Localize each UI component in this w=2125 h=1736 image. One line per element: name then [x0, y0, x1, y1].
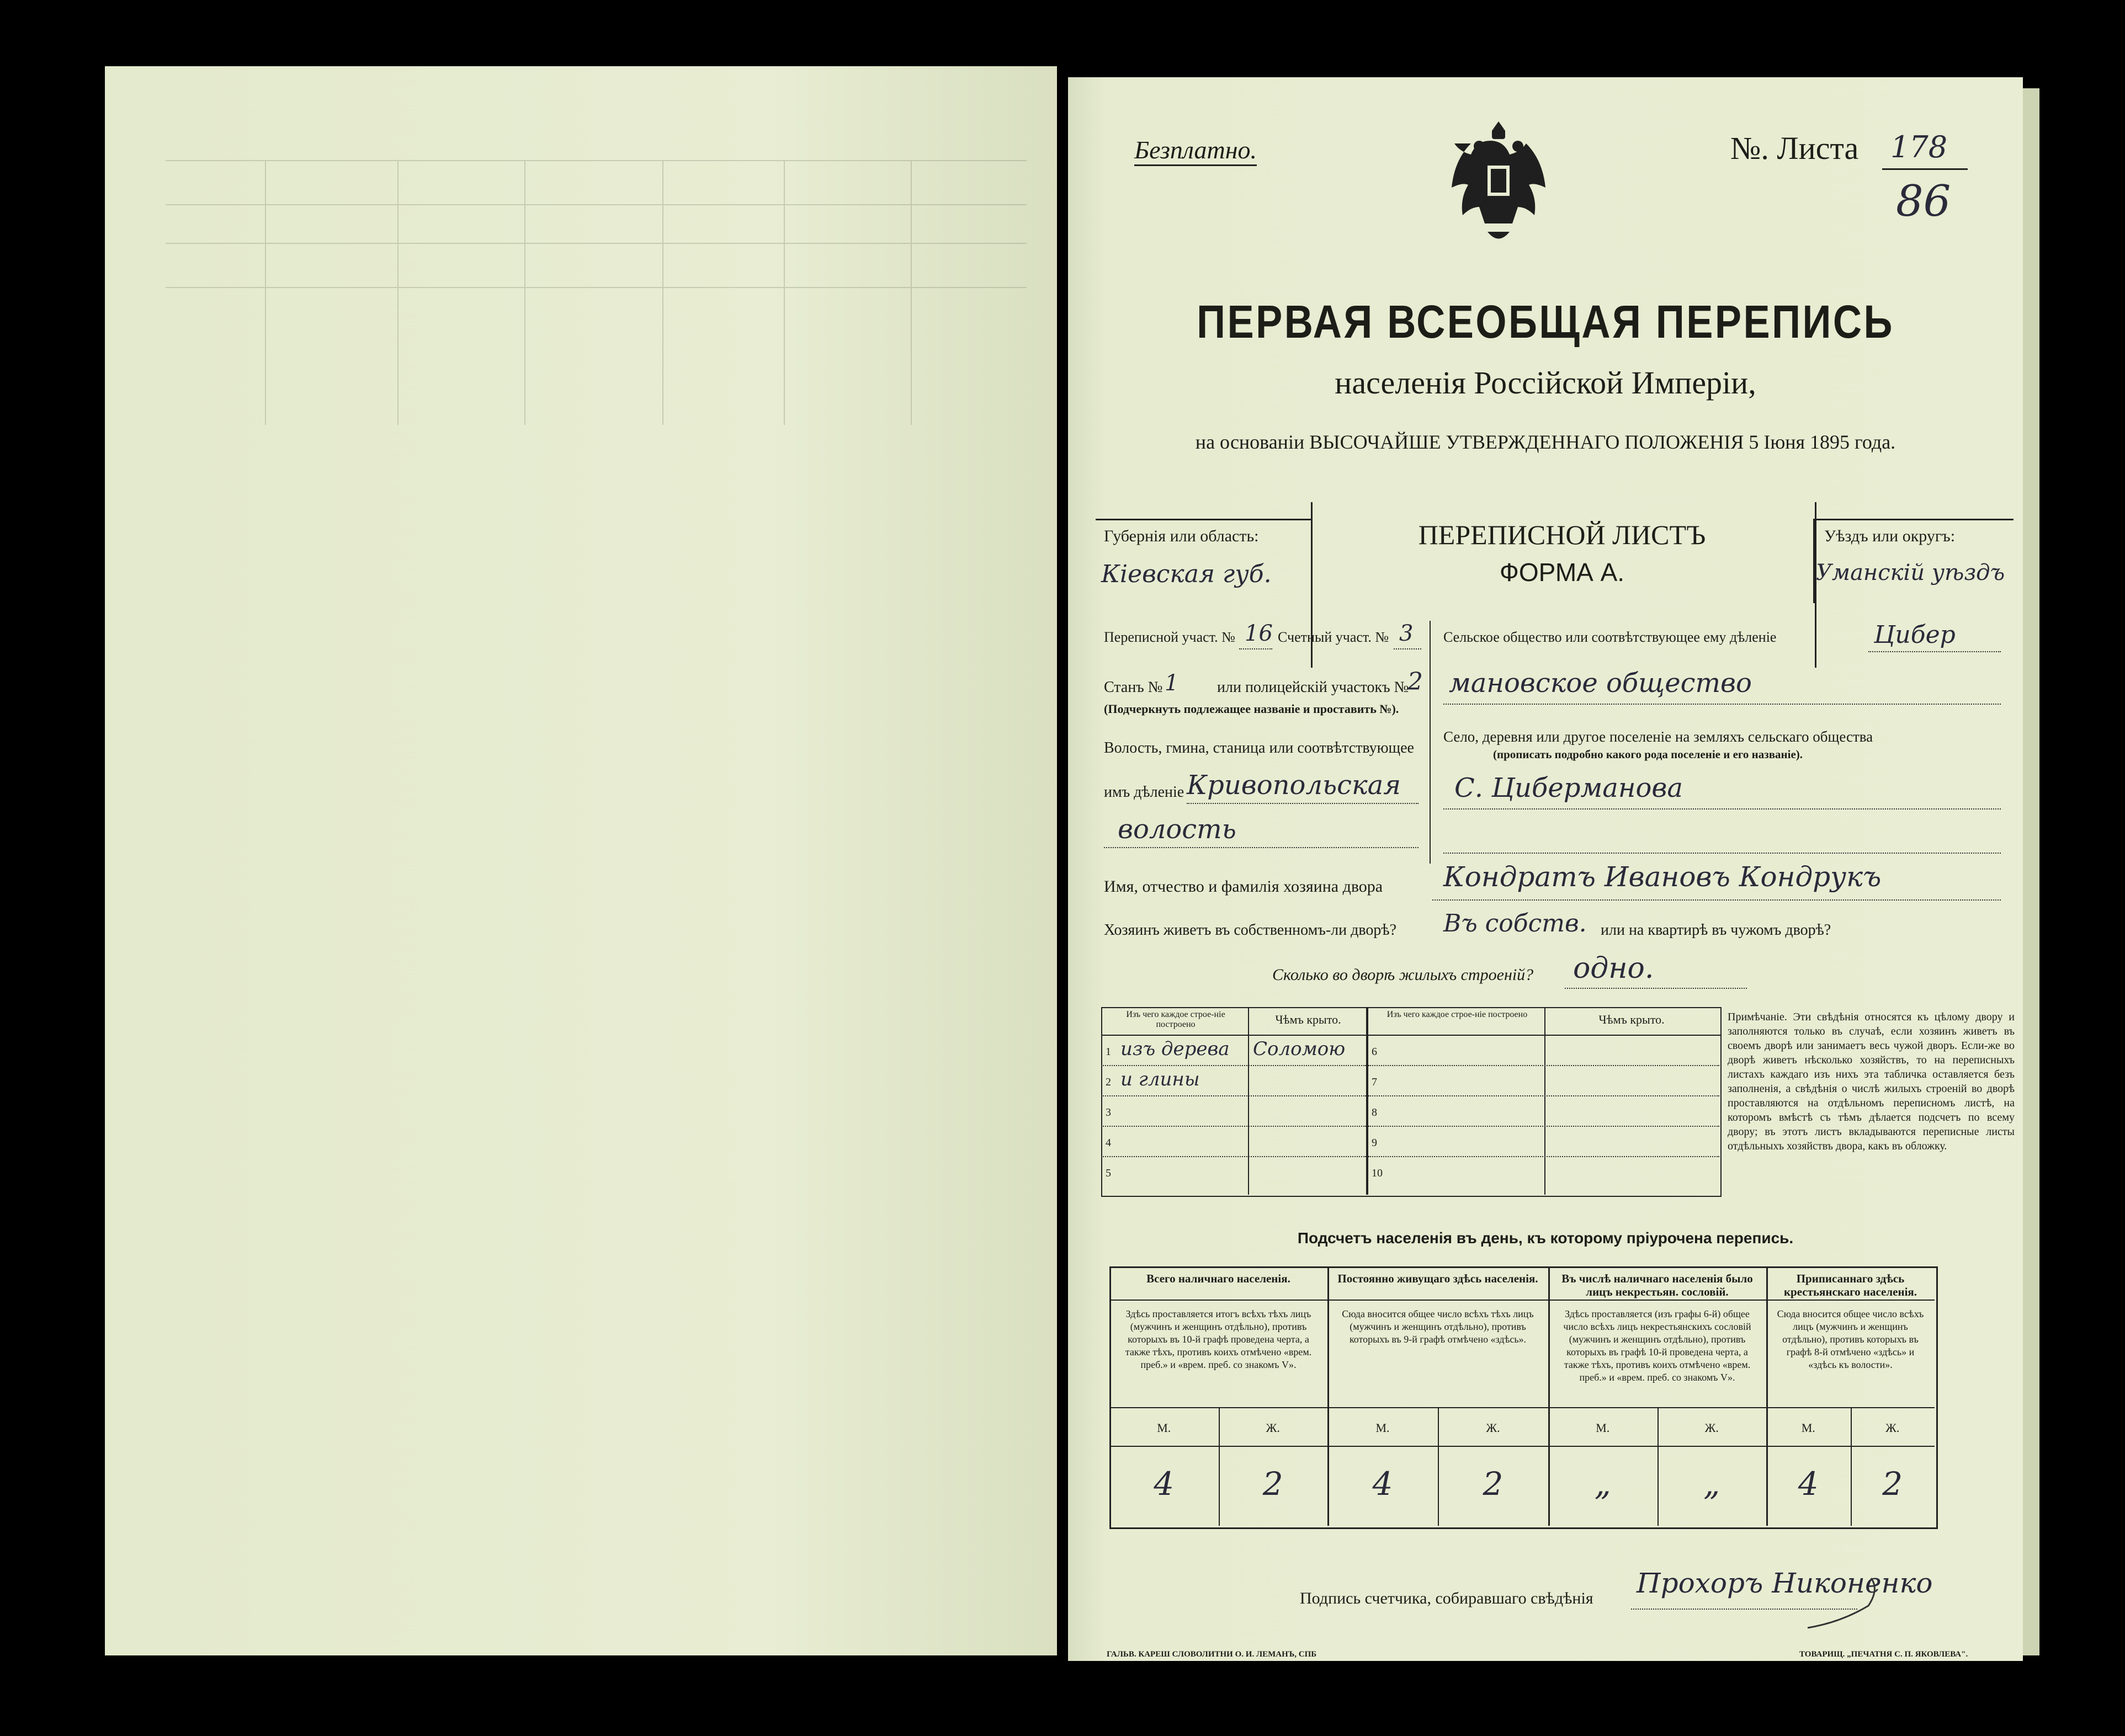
count-m-value: 4: [1798, 1465, 1819, 1503]
column-divider: [1430, 621, 1431, 864]
bt-row-line: [1101, 1065, 1366, 1066]
bt-row-number: 5: [1106, 1167, 1111, 1179]
buildings-note: Примѣчаніе. Эти свѣдѣнія относятся къ цѣлому двору и заполняются только въ случаѣ, если хозяинъ живетъ въ своемъ дворѣ или занимаетъ весь чужой дворъ. Если-же во дворѣ живетъ нѣсколько хозяйствъ, то на переписныхъ листахъ каждаго изъ нихъ эта табличка оставляется безъ заполненія, а свѣдѣнія о числѣ жилыхъ строеній во дворѣ проставляются на отдѣльномъ переписномъ листѣ, на которомъ вмѣстѣ съ тѣмъ дѣлается подсчетъ по всему двору; въ этотъ листъ вкладываются переписные листы отдѣльныхъ хозяйствъ двора, какъ въ обложку.: [1728, 1011, 2015, 1152]
bt-row-line: [1368, 1156, 1719, 1157]
bt-row-line: [1101, 1126, 1366, 1127]
count-m-label: М.: [1596, 1421, 1610, 1435]
count-group-title: Приписаннаго здѣсь крестьянскаго населенія.: [1783, 1272, 1917, 1298]
count-f-value: „: [1703, 1465, 1720, 1503]
count-m-value: „: [1594, 1465, 1611, 1503]
society-value-1: Цибер: [1874, 621, 1956, 649]
bt-row-number: 1: [1106, 1046, 1111, 1058]
buildings-value: одно.: [1573, 952, 1654, 985]
count-desc-line: [1109, 1407, 1935, 1408]
village-label: Село, деревня или другое поселеніе на земляхъ сельскаго общества: [1443, 728, 1873, 745]
volost-value-1: Кривопольская: [1187, 770, 1401, 801]
count-m-label: М.: [1801, 1421, 1815, 1435]
bt-col2-left: Чѣмъ крыто.: [1275, 1013, 1341, 1026]
count-f-value: 2: [1882, 1465, 1903, 1503]
count-f-label: Ж.: [1885, 1421, 1900, 1435]
volost-label: Волость, гмина, станица или соотвѣтствующее: [1104, 739, 1414, 757]
count-f-label: Ж.: [1486, 1421, 1500, 1435]
signature-flourish: [1802, 1573, 1890, 1633]
counting-district-label: Счетный участ. №: [1278, 629, 1389, 645]
page-mark: 86: [1896, 177, 1951, 226]
bt-row-number: 6: [1372, 1046, 1377, 1058]
counting-district-value: 3: [1399, 621, 1414, 646]
count-f-value: 2: [1262, 1465, 1283, 1503]
stan-value: 1: [1165, 670, 1179, 696]
printer-right: ТОВАРИЩ. „ПЕЧАТНЯ С. П. ЯКОВЛЕВА".: [1799, 1650, 1968, 1659]
society-line-1: [1868, 651, 2001, 652]
bleed-through-table: [166, 160, 1027, 436]
count-mf-line: [1109, 1446, 1935, 1447]
count-m-value: 4: [1372, 1465, 1393, 1503]
signature-label: Подпись счетчика, собиравшаго свѣдѣнія: [1300, 1589, 1593, 1607]
bt-row-line: [1368, 1095, 1719, 1096]
count-m-label: М.: [1375, 1421, 1390, 1435]
count-group-desc: Сюда вносится общее число всѣхъ лицъ (мужчинъ и женщинъ отдѣльно), противъ которыхъ въ графѣ 8-й отмѣчено «здѣсь» и «здѣсь къ волости».: [1777, 1308, 1924, 1370]
count-f-label: Ж.: [1266, 1421, 1280, 1435]
society-value-2: мановское общество: [1449, 668, 1752, 699]
bt-col1-right: Изъ чего каждое строе-ніе построено: [1386, 1010, 1528, 1019]
count-f-label: Ж.: [1704, 1421, 1719, 1435]
free-label: Безплатно.: [1134, 135, 1257, 166]
bt-row-number: 4: [1106, 1137, 1111, 1149]
volost-value-2: волость: [1118, 814, 1236, 845]
count-group-title: Всего наличнаго населенія.: [1146, 1272, 1290, 1285]
underline-note: (Подчеркнуть подлежащее названіе и проставить №).: [1104, 702, 1399, 716]
bt-row-line: [1368, 1126, 1719, 1127]
census-form-page: [1068, 77, 2023, 1661]
bt-row-number: 9: [1372, 1137, 1377, 1149]
bt-row-material: изъ дерева: [1120, 1038, 1230, 1060]
bt-row-number: 2: [1106, 1076, 1111, 1088]
bt-row-material: и глины: [1120, 1068, 1200, 1090]
census-district-label: Переписной участ. №: [1104, 629, 1235, 645]
count-f-value: 2: [1483, 1465, 1504, 1503]
bt-row-line: [1368, 1065, 1719, 1066]
printer-left: ГАЛЬВ. КАРЕШ СЛОВОЛИТНИ О. И. ЛЕМАНЪ, СПБ: [1107, 1650, 1317, 1659]
census-district-line: [1239, 648, 1272, 649]
buildings-label: Сколько во дворѣ жилыхъ строеній?: [1272, 966, 1534, 984]
count-m-label: М.: [1157, 1421, 1171, 1435]
stan-label: Станъ №: [1104, 679, 1163, 696]
bt-col1-left: Изъ чего каждое строе-ніе построено: [1126, 1010, 1225, 1029]
lives-value: Въ собств.: [1443, 909, 1587, 938]
volost-line-2: [1104, 847, 1419, 848]
form-name: ФОРМА А.: [1499, 558, 1625, 587]
owner-label: Имя, отчество и фамилія хозяина двора: [1104, 877, 1383, 896]
buildings-line: [1565, 988, 1747, 989]
uezd-label: Уѣздъ или округъ:: [1824, 527, 1956, 545]
village-line-2: [1443, 853, 2001, 854]
village-value: С. Циберманова: [1454, 773, 1683, 803]
form-basis: на основаніи ВЫСОЧАЙШЕ УТВЕРЖДЕННАГО ПОЛОЖЕНІЯ 5 Іюня 1895 года.: [1195, 431, 1896, 453]
page-edge: [2023, 88, 2039, 1655]
form-subtitle: населенія Россійской Имперіи,: [1335, 365, 1756, 401]
count-m-value: 4: [1154, 1465, 1175, 1503]
gubernia-value: Кіевская губ.: [1101, 560, 1272, 588]
owner-value: Кондратъ Ивановъ Кондрукъ: [1443, 861, 1882, 893]
bt-row-line: [1101, 1156, 1366, 1157]
imperial-eagle-emblem: [1449, 121, 1548, 248]
volost-label-2: имъ дѣленіе: [1104, 784, 1184, 801]
count-group-title: Постоянно живущаго здѣсь населенія.: [1337, 1272, 1538, 1285]
bt-row-number: 3: [1106, 1106, 1111, 1119]
sheet-title: ПЕРЕПИСНОЙ ЛИСТЪ: [1418, 519, 1706, 550]
counting-district-line: [1394, 648, 1421, 649]
bt-row-number: 8: [1372, 1106, 1377, 1119]
left-page: [105, 66, 1057, 1655]
police-label: или полицейскій участокъ №: [1217, 679, 1409, 696]
gubernia-label: Губернія или область:: [1104, 527, 1259, 545]
bt-col2-right: Чѣмъ крыто.: [1598, 1013, 1665, 1026]
society-label: Сельское общество или соотвѣтствующее ему дѣленіе: [1443, 629, 1777, 645]
bt-row-number: 7: [1372, 1076, 1377, 1088]
owner-line: [1432, 899, 2001, 901]
society-line-2: [1443, 704, 2001, 705]
count-heading: Подсчетъ населенія въ день, къ которому пріурочена перепись.: [1297, 1229, 1794, 1247]
count-group-desc: Здѣсь проставляется итогъ всѣхъ тѣхъ лицъ (мужчинъ и женщинъ отдѣльно), противъ которыхъ въ 10-й графѣ проведена черта, а также тѣхъ, противъ коихъ отмѣчено «врем. преб.» и «врем. преб. со знакомъ V».: [1125, 1308, 1312, 1370]
bt-row-number: 10: [1372, 1167, 1383, 1179]
count-group-title: Въ числѣ наличнаго населенія было лицъ некрестьян. сословій.: [1561, 1272, 1753, 1298]
bt-header-line: [1101, 1035, 1722, 1036]
lives-label: Хозяинъ живетъ въ собственномъ-ли дворѣ?: [1104, 922, 1397, 939]
signature-value: Прохоръ Никоненко: [1637, 1567, 1933, 1599]
bt-row-line: [1101, 1095, 1366, 1096]
census-district-value: 16: [1245, 621, 1273, 646]
sheet-number-value: 178: [1890, 130, 1948, 164]
count-group-desc: Здѣсь проставляется (изъ графы 6-й) общее число всѣхъ лицъ некрестьянскихъ сословій (мужчинъ и женщинъ отдѣльно), противъ которыхъ въ графѣ 10-й проведена черта, а также тѣхъ, противъ коихъ отмѣчено «врем. преб.» и «врем. преб. со знакомъ V».: [1563, 1308, 1751, 1383]
form-title: ПЕРВАЯ ВСЕОБЩАЯ ПЕРЕПИСЬ: [1197, 296, 1894, 348]
sheet-number-line: [1882, 168, 1968, 170]
sheet-number-label: №. Листа: [1730, 130, 1859, 166]
lives-label-2: или на квартирѣ въ чужомъ дворѣ?: [1601, 922, 1831, 939]
uezd-value: Уманскій уѣздъ: [1816, 560, 2005, 585]
village-line-1: [1443, 808, 2001, 810]
count-group-desc: Сюда вносится общее число всѣхъ тѣхъ лицъ (мужчинъ и женщинъ отдѣльно), противъ которыхъ въ 9-й графѣ отмѣчено «здѣсь».: [1342, 1308, 1534, 1345]
volost-line-1: [1187, 803, 1419, 804]
count-header-line: [1109, 1300, 1935, 1301]
village-note: (прописать подробно какого рода поселеніе и его названіе).: [1493, 748, 1803, 761]
bt-row-roof: Соломою: [1253, 1038, 1346, 1060]
police-value: 2: [1407, 668, 1423, 696]
